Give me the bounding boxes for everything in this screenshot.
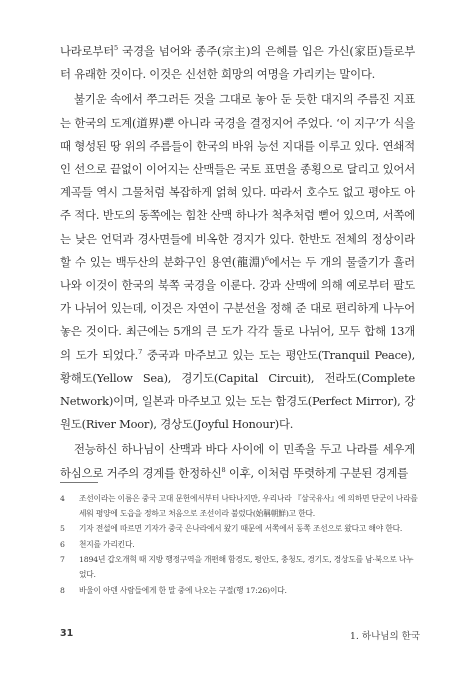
- footnote-text: 조선이라는 이름은 중국 고대 문헌에서부터 나타나지만, 우리나라 『삼국유사』에 의하면 단군이 나라를 세워 평양에 도읍을 정하고 처음으로 조선이라 불렀다(始稱朝鮮)고 한다.: [79, 494, 418, 518]
- footnote-ref[interactable]: 5: [114, 44, 118, 52]
- footnote-text: 1894년 갑오개혁 때 지방 행정구역을 개편해 함경도, 평안도, 충청도, 경기도, 경상도를 남·북으로 나누었다.: [79, 555, 414, 579]
- footnote-number: 5: [60, 524, 65, 534]
- footnote-ref[interactable]: 7: [138, 347, 143, 356]
- paragraph-text: 나라로부터: [60, 44, 115, 58]
- paragraph-text: 불기운 속에서 쭈그러든 것을 그대로 놓아 둔 듯한 대지의 주름진 지표는 한국의 도계(道界)뿐 아니라 국경을 결정지어 주었다. ‘이 지구’가 식을 때 형성된 땅 위의 주름들이 한국의 바위 능선 지대를 이루고 있다. 연쇄적인 선으로 끝없이 이어지는 산맥들은 국토 표면을 종횡으로 달리고 있어서 계곡들 역시 그물처럼 복잡하게 얽혀 있다. 따라서 호수도 없고 평야도 아주 적다. 반도의 동쪽에는 힘찬 산맥 하나가 척추처럼 뻗어 있으며, 서쪽에는 낮은 언덕과 경사면들에 비옥한 경지가 있다. 한반도 전체의 정상이라 할 수 있는 백두산의 분화구인 용연(龍淵): [60, 92, 415, 269]
- footnote-number: 7: [60, 555, 65, 565]
- footnote: [60, 584, 420, 599]
- footnote-ref[interactable]: 6: [264, 254, 269, 263]
- paragraph-text: 전능하신 하나님이 산맥과 바다 사이에 이 민족을 두고 나라를 세우게 하심으로 거주의 경계를 한정하신: [60, 442, 415, 480]
- running-head: 1. 하나님의 한국: [349, 631, 420, 642]
- footnote-number: 6: [60, 539, 65, 549]
- footnote: [60, 492, 420, 521]
- paragraph-1: [60, 40, 415, 86]
- footnote: [60, 538, 420, 553]
- footnote: [60, 522, 420, 537]
- footnote-ref[interactable]: 8: [221, 465, 226, 474]
- footnote-divider: [60, 482, 98, 483]
- paragraph-text: 에서는 두 개의 물줄기가 흘러나와 이것이 한국의 북쪽 국경을 이룬다. 강과 산맥에 의해 예로부터 팔도가 나뉘어 있는데, 이것은 자연이 구분선을 정해 준 대로 편리하게 나누어 놓은 것이다. 최근에는 5개의 큰 도가 각각 둘로 나뉘어, 모두 합해 13개의 도가 되었다.: [60, 254, 415, 362]
- paragraph-2: [60, 88, 415, 436]
- page-number: 31: [60, 628, 74, 639]
- footnote-number: 4: [60, 494, 65, 503]
- footnote-text: 기자 전설에 따르면 기자가 중국 은나라에서 왔기 때문에 서쪽에서 동쪽 조선으로 왔다고 해야 한다.: [79, 524, 403, 534]
- footnote: [60, 553, 420, 582]
- paragraph-text: 국경을 넘어와 종주(宗主)의 은혜를 입은 가신(家臣)들로부터 유래한 것이다. 이것은 신선한 희망의 여명을 가리키는 말이다.: [60, 44, 415, 82]
- paragraph-text: 중국과 마주보고 있는 도는 평안도(Tranquil Peace), 황해도(Yellow Sea), 경기도(Capital Circuit), 전라도(Complete Network)이며, 일본과 마주보고 있는 도는 함경도(Perfect Mirror), 강원도(River Moor), 경상도(Joyful Honour)다.: [60, 347, 415, 432]
- paragraph-text: 이후, 이처럼 뚜렷하게 구분된 경계를: [225, 465, 409, 480]
- footnote-number: 8: [60, 585, 65, 595]
- body-text: [60, 40, 415, 485]
- footnote-text: 천지를 가리킨다.: [79, 539, 135, 549]
- footnotes: [60, 492, 420, 599]
- paragraph-3: [60, 438, 415, 484]
- footnote-text: 바울이 아덴 사람들에게 한 말 중에 나오는 구절(행 17:26)이다.: [79, 585, 287, 595]
